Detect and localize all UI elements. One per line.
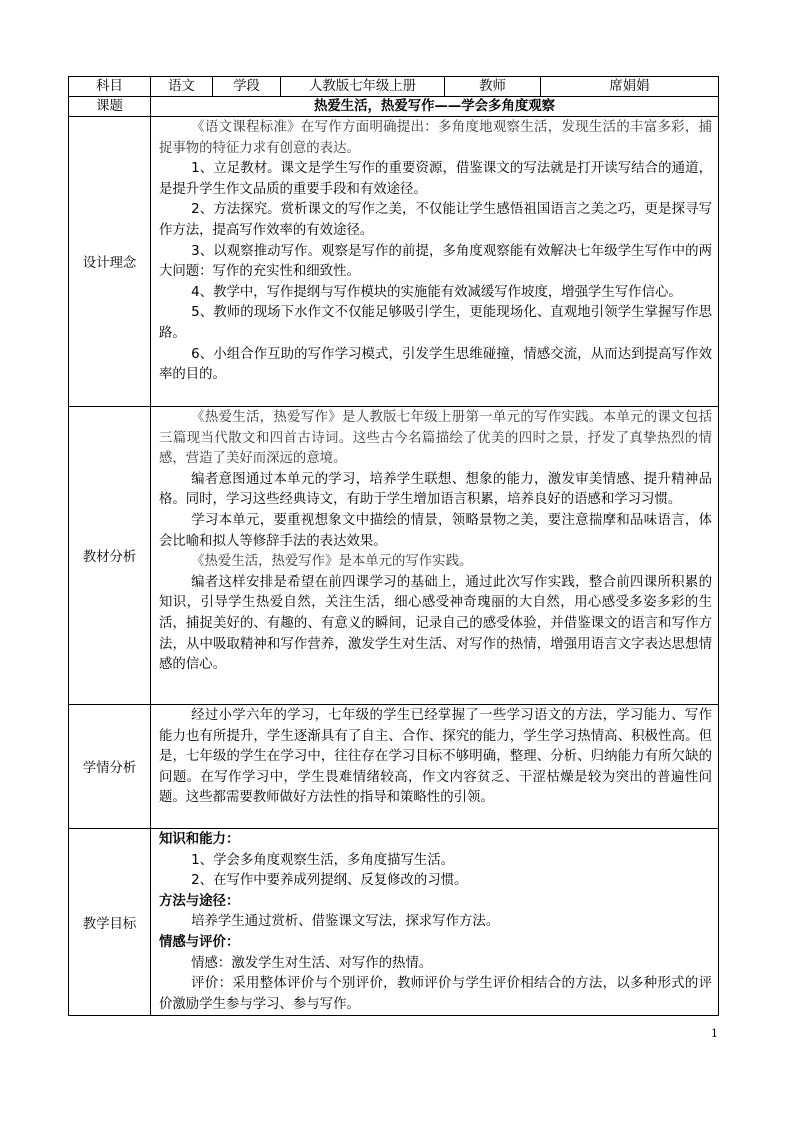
lesson-plan-table — [68, 76, 719, 1016]
method-heading: 方法与途径： — [159, 893, 240, 909]
header-row — [69, 77, 719, 97]
design-paragraph: 《语文课程标准》在写作方面明确提出：多角度地观察生活，发现生活的丰富多彩，捕捉事物的特征力求有创意的表达。 — [159, 120, 712, 156]
knowledge-heading: 知识和能力： — [159, 832, 240, 847]
stage-label: 学段 — [213, 77, 281, 97]
design-paragraph: 6、小组合作互助的写作学习模式，引发学生思维碰撞，情感交流，从而达到提高写作效率的目的。 — [159, 346, 712, 383]
emotion-item: 情感：激发学生对生活、对写作的热情。 — [191, 955, 433, 971]
design-paragraph: 3、以观察推动写作。观察是写作的前提，多角度观察能有效解决七年级学生写作中的两大问题：写作的充实性和细致性。 — [159, 243, 712, 280]
stage-value: 人教版七年级上册 — [281, 77, 445, 97]
topic-title: 热爱生活，热爱写作——学会多角度观察 — [151, 97, 719, 117]
knowledge-item: 1、学会多角度观察生活，多角度描写生活。 — [191, 852, 455, 868]
material-label: 教材分析 — [69, 407, 151, 705]
material-paragraph: 《热爱生活，热爱写作》是人教版七年级上册第一单元的写作实践。本单元的课文包括三篇现当代散文和四首古诗词。这些古今名篇描绘了优美的四时之景，抒发了真挚热烈的情感，营造了美好而深远的意境。 — [159, 410, 712, 467]
student-content — [151, 705, 719, 829]
topic-label: 课题 — [69, 97, 151, 117]
design-label: 设计理念 — [69, 117, 151, 407]
material-paragraph: 《热爱生活，热爱写作》是本单元的写作实践。 — [191, 554, 473, 570]
student-paragraph: 经过小学六年的学习，七年级的学生已经掌握了一些学习语文的方法，学习能力、写作能力也有所提升，学生逐渐具有了自主、合作、探究的能力，学生学习热情高、积极性高。但是，七年级的学生在学习中，往往存在学习目标不够明确，整理、分析、归纳能力有所欠缺的问题。在写作学习中，学生畏难情绪较高，作文内容贫乏、干涩枯燥是较为突出的普遍性问题。这些都需要教师做好方法性的指导和策略性的引领。 — [159, 708, 712, 806]
student-row — [69, 705, 719, 829]
emotion-heading: 情感与评价： — [159, 934, 240, 950]
page-number: 1 — [711, 1027, 718, 1040]
design-paragraph: 1、立足教材。课文是学生写作的重要资源，借鉴课文的写法就是打开读写结合的通道，是提升学生作文品质的重要手段和有效途径。 — [159, 161, 712, 197]
design-paragraph: 4、教学中，写作提纲与写作模块的实施能有效减缓写作坡度，增强学生写作信心。 — [191, 284, 682, 300]
subject-label: 科目 — [69, 77, 151, 97]
design-content — [151, 117, 719, 407]
design-paragraph: 2、方法探究。赏析课文的写作之美，不仅能让学生感悟祖国语言之美之巧，更是探寻写作方法，提高写作效率的有效途径。 — [159, 202, 712, 238]
material-row — [69, 407, 719, 705]
teacher-value: 席娟娟 — [541, 77, 719, 97]
material-content — [151, 407, 719, 705]
teacher-label: 教师 — [445, 77, 541, 97]
subject-value: 语文 — [151, 77, 213, 97]
goal-content — [151, 829, 719, 1016]
goal-row — [69, 829, 719, 1016]
design-paragraph: 5、教师的现场下水作文不仅能足够吸引学生，更能现场化、直观地引领学生掌握写作思路。 — [159, 305, 712, 341]
design-row — [69, 117, 719, 407]
knowledge-item: 2、在写作中要养成列提纲、反复修改的习惯。 — [191, 873, 468, 889]
topic-row — [69, 97, 719, 117]
method-item: 培养学生通过赏析、借鉴课文写法，探求写作方法。 — [191, 914, 500, 930]
emotion-item: 评价：采用整体评价与个别评价，教师评价与学生评价相结合的方法，以多种形式的评价激励学生参与学习、参与写作。 — [159, 976, 712, 1012]
material-paragraph: 学习本单元，要重视想象文中描绘的情景，领略景物之美，要注意揣摩和品味语言，体会比喻和拟人等修辞手法的表达效果。 — [159, 512, 712, 549]
material-paragraph: 编者这样安排是希望在前四课学习的基础上，通过此次写作实践，整合前四课所积累的知识，引导学生热爱自然，关注生活，细心感受神奇瑰丽的大自然，用心感受多姿多彩的生活，捕捉美好的、有趣的、有意义的瞬间，记录自己的感受体验，并借鉴课文的语言和写作方法，从中吸取精神和写作营养，激发学生对生活、对写作的热情，增强用语言文字表达思想情感的信心。 — [159, 574, 712, 673]
goal-label: 教学目标 — [69, 829, 151, 1016]
material-paragraph: 编者意图通过本单元的学习，培养学生联想、想象的能力，激发审美情感、提升精神品格。同时，学习这些经典诗文，有助于学生增加语言积累，培养良好的语感和学习习惯。 — [159, 471, 712, 508]
student-label: 学情分析 — [69, 705, 151, 829]
